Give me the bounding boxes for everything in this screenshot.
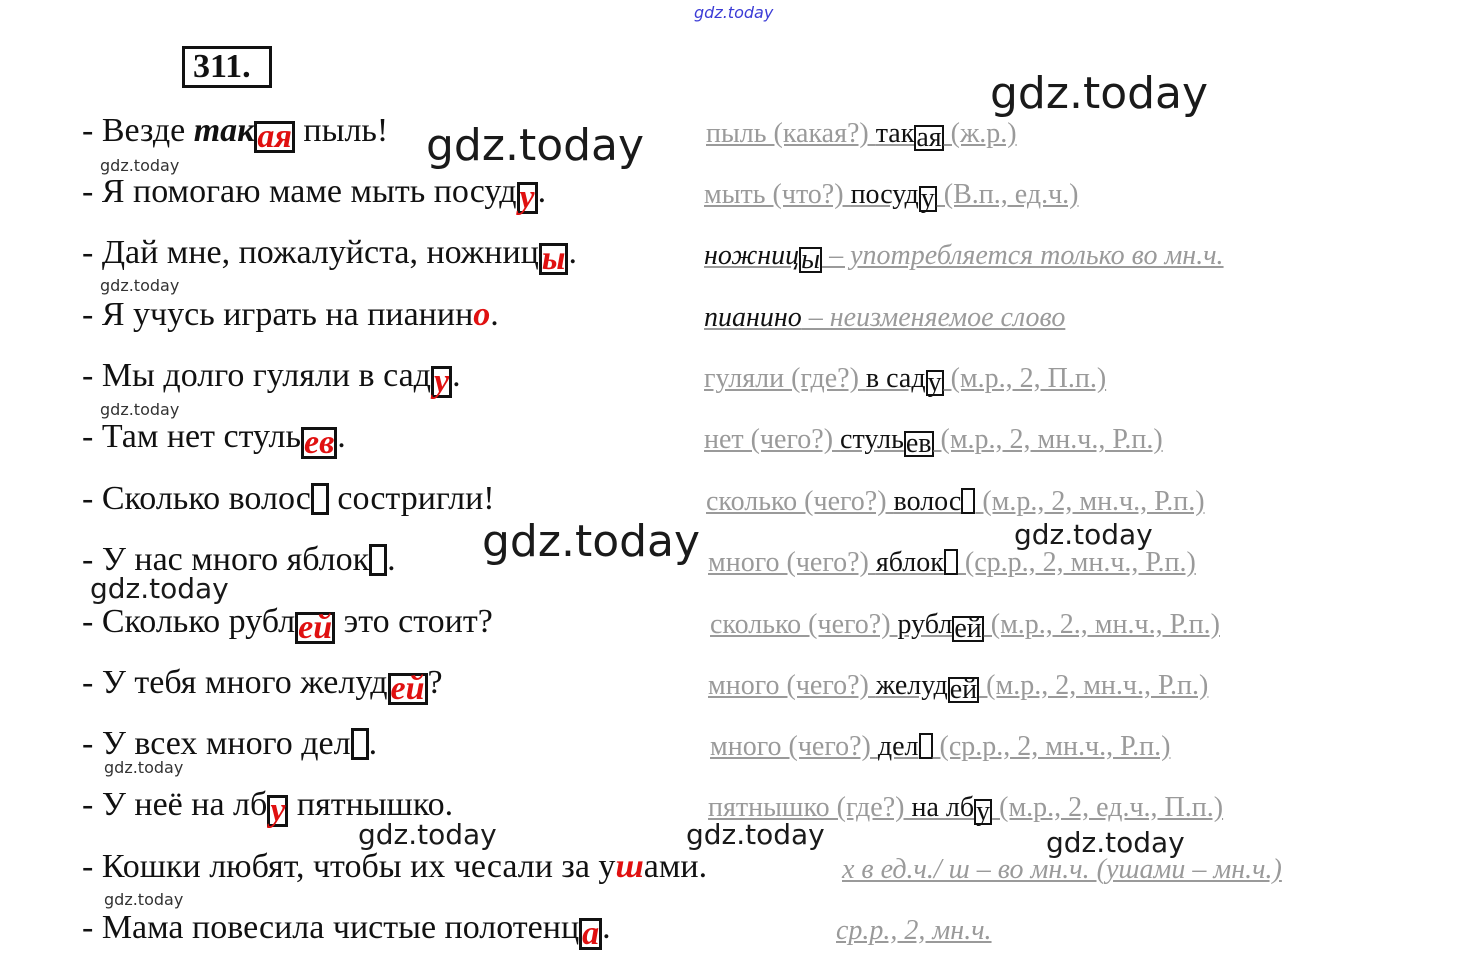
- task-number: 311.: [182, 46, 272, 88]
- sentence-row: - У нас много яблок .: [82, 541, 396, 578]
- explanation-row: ножницы – употребляется только во мн.ч.: [704, 240, 1224, 275]
- sentence-row: - Сколько волос состригли!: [82, 480, 495, 517]
- watermark: gdz.today: [358, 818, 497, 851]
- sentence-row: - Дай мне, пожалуйста, ножницы.: [82, 234, 577, 277]
- answer-box: у: [517, 182, 538, 214]
- sentence-row: - Мы долго гуляли в саду.: [82, 357, 461, 400]
- answer-box: ы: [539, 243, 569, 275]
- watermark: gdz.today: [686, 818, 825, 851]
- watermark: gdz.today: [990, 68, 1209, 119]
- explanation-row: мыть (что?) посуду (В.п., ед.ч.): [704, 179, 1079, 214]
- watermark: gdz.today: [426, 120, 645, 171]
- answer-box: ей: [388, 673, 428, 705]
- answer-box: [351, 728, 369, 760]
- explanation-row: много (чего?) дел (ср.р., 2, мн.ч., Р.п.): [710, 731, 1171, 762]
- sentence-row: - Там нет стульев.: [82, 418, 346, 461]
- sentence-row: - Мама повесила чистые полотенца.: [82, 909, 611, 952]
- answer-box: ая: [254, 121, 295, 153]
- answer-box: у: [267, 795, 288, 827]
- explanation-row: пианино – неизменяемое слово: [704, 302, 1066, 333]
- sentence-row: - У всех много дел .: [82, 725, 378, 762]
- watermark-top: gdz.today: [694, 3, 774, 22]
- explanation-row: пятнышко (где?) на лбу (м.р., 2, ед.ч., П.п.): [708, 792, 1224, 827]
- explanation-row: сколько (чего?) волос (м.р., 2, мн.ч., Р.п.): [706, 486, 1205, 517]
- explanation-row: х в ед.ч./ ш – во мн.ч. (ушами – мн.ч.): [842, 854, 1282, 885]
- explanation-row: сколько (чего?) рублей (м.р., 2., мн.ч., Р.п.): [710, 609, 1220, 644]
- sentence-row: - Я учусь играть на пианино.: [82, 296, 499, 333]
- sentence-row: - У неё на лбу пятнышко.: [82, 786, 454, 829]
- watermark: gdz.today: [1014, 518, 1153, 551]
- answer-box: у: [431, 366, 452, 398]
- explanation-row: пыль (какая?) такая (ж.р.): [706, 118, 1017, 153]
- sentence-row: - Я помогаю маме мыть посуду.: [82, 173, 547, 216]
- watermark: gdz.today: [100, 276, 180, 295]
- explanation-row: нет (чего?) стульев (м.р., 2, мн.ч., Р.п.): [704, 424, 1163, 459]
- explanation-row: гуляли (где?) в саду (м.р., 2, П.п.): [704, 363, 1107, 398]
- sentence-row: - Кошки любят, чтобы их чесали за ушами.: [82, 848, 708, 885]
- answer-box: [311, 483, 329, 515]
- explanation-row: ср.р., 2, мн.ч.: [836, 915, 992, 946]
- watermark: gdz.today: [104, 890, 184, 909]
- watermark: gdz.today: [100, 156, 180, 175]
- answer-box: а: [579, 918, 602, 950]
- answer-box: ев: [301, 427, 337, 459]
- answer-box: ей: [295, 612, 335, 644]
- explanation-row: много (чего?) яблок (ср.р., 2, мн.ч., Р.п.): [708, 547, 1196, 578]
- sentence-row: - Везде такая пыль!: [82, 112, 389, 155]
- watermark: gdz.today: [100, 400, 180, 419]
- sentence-row: - У тебя много желудей?: [82, 664, 443, 707]
- explanation-row: много (чего?) желудей (м.р., 2, мн.ч., Р.п.): [708, 670, 1209, 705]
- watermark: gdz.today: [90, 572, 229, 605]
- watermark: gdz.today: [1046, 826, 1185, 859]
- watermark: gdz.today: [482, 516, 701, 567]
- sentence-row: - Сколько рублей это стоит?: [82, 603, 493, 646]
- watermark: gdz.today: [104, 758, 184, 777]
- answer-box: [369, 544, 387, 576]
